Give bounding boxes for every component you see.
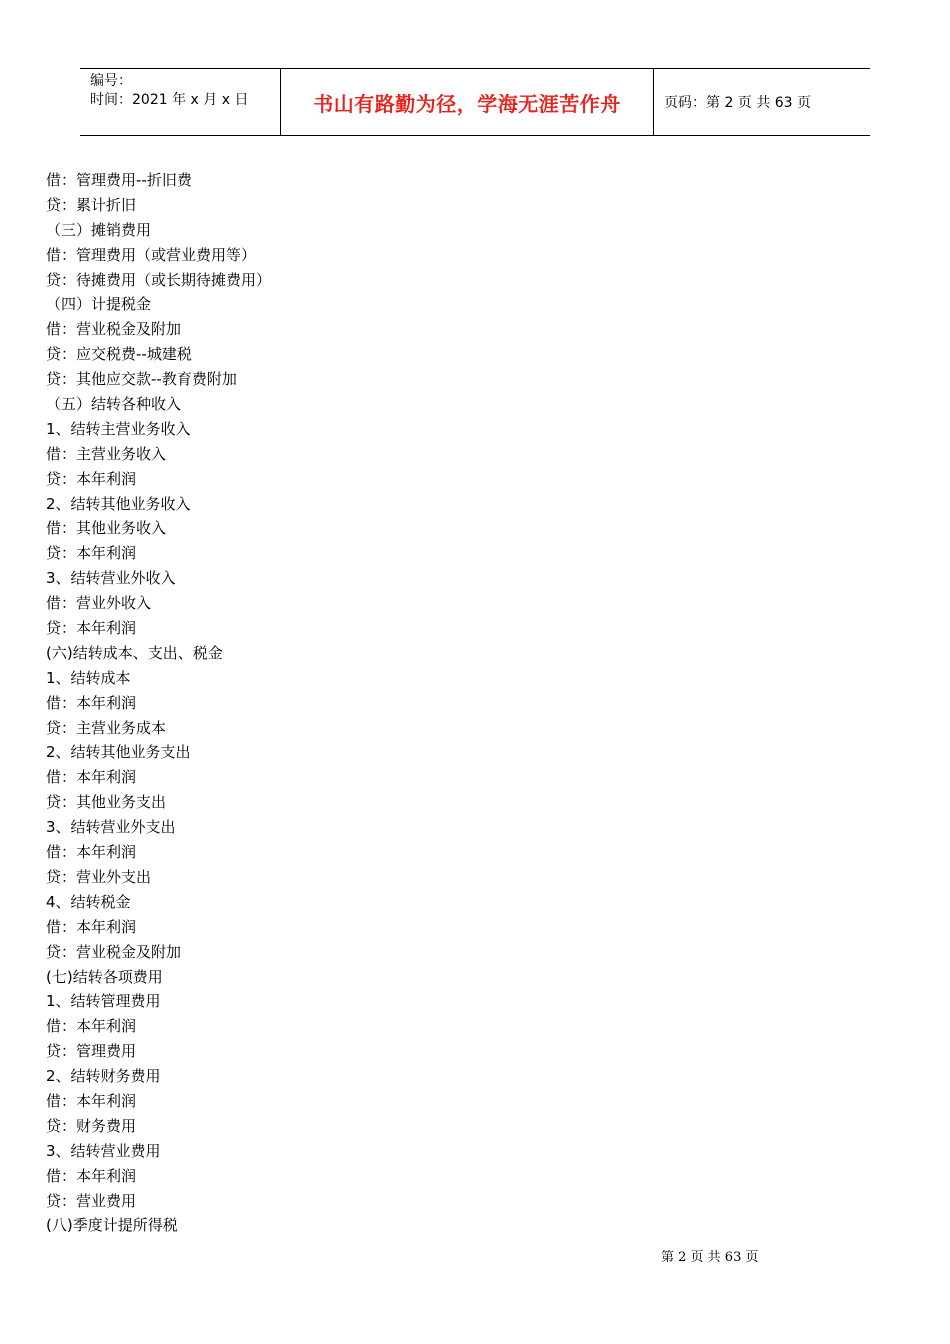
body-line: 3、结转营业外收入 xyxy=(46,569,176,588)
header-meta xyxy=(80,69,281,135)
body-line: （四）计提税金 xyxy=(46,295,152,314)
body-line: （三）摊销费用 xyxy=(46,220,152,239)
body-line: 借：管理费用--折旧费 xyxy=(46,171,192,189)
body-line: 贷：主营业务成本 xyxy=(46,718,167,737)
document-body xyxy=(46,168,846,1238)
body-line: 2、结转其他业务支出 xyxy=(46,743,191,762)
body-line: 贷：待摊费用（或长期待摊费用） xyxy=(46,270,272,289)
document-date: 时间：2021 年 x 月 x 日 xyxy=(90,92,249,108)
body-line: 借：本年利润 xyxy=(46,1166,137,1185)
page-header xyxy=(80,68,870,136)
body-line: (六)结转成本、支出、税金 xyxy=(46,643,223,662)
body-line: 借：其他业务收入 xyxy=(46,519,167,538)
body-line: 借：本年利润 xyxy=(46,917,137,936)
body-line: 1、结转成本 xyxy=(46,668,131,687)
body-line: 1、结转主营业务收入 xyxy=(46,419,191,438)
body-line: 2、结转其他业务收入 xyxy=(46,494,191,513)
document-number-label: 编号： xyxy=(90,73,132,89)
body-line: 贷：本年利润 xyxy=(46,544,137,563)
body-line: 3、结转营业外支出 xyxy=(46,818,176,837)
body-line: 贷：其他应交款--教育费附加 xyxy=(46,370,237,389)
body-line: （五）结转各种收入 xyxy=(46,395,182,414)
body-line: 借：管理费用（或营业费用等） xyxy=(46,245,257,264)
body-line: 贷：其他业务支出 xyxy=(46,793,167,812)
body-line: 借：本年利润 xyxy=(46,1017,137,1036)
body-line: 借：主营业务收入 xyxy=(46,444,167,463)
body-line: 借：本年利润 xyxy=(46,768,137,787)
body-line: (七)结转各项费用 xyxy=(46,967,163,986)
body-line: 贷：应交税费--城建税 xyxy=(46,345,192,364)
body-line: 3、结转营业费用 xyxy=(46,1141,161,1160)
header-page-info: 页码：第 2 页 共 63 页 xyxy=(664,95,811,111)
body-line: 借：本年利润 xyxy=(46,693,137,712)
body-line: 借：营业税金及附加 xyxy=(46,320,182,339)
body-line: 借：本年利润 xyxy=(46,843,137,862)
body-line: 贷：营业外支出 xyxy=(46,867,152,886)
body-line: 贷：累计折旧 xyxy=(46,195,137,214)
page-footer: 第 2 页 共 63 页 xyxy=(661,1250,759,1265)
header-motto: 书山有路勤为径，学海无涯苦作舟 xyxy=(281,69,654,135)
body-line: 4、结转税金 xyxy=(46,892,131,911)
body-line: 贷：本年利润 xyxy=(46,619,137,638)
body-line: 贷：财务费用 xyxy=(46,1116,137,1135)
body-line: 1、结转管理费用 xyxy=(46,992,161,1011)
body-line: 贷：管理费用 xyxy=(46,1042,137,1061)
body-line: 贷：本年利润 xyxy=(46,469,137,488)
body-line: 借：本年利润 xyxy=(46,1091,137,1110)
body-line: 借：营业外收入 xyxy=(46,594,152,613)
body-line: 贷：营业税金及附加 xyxy=(46,942,182,961)
body-line: (八)季度计提所得税 xyxy=(46,1216,178,1235)
body-line: 2、结转财务费用 xyxy=(46,1067,161,1086)
body-line: 贷：营业费用 xyxy=(46,1191,137,1210)
